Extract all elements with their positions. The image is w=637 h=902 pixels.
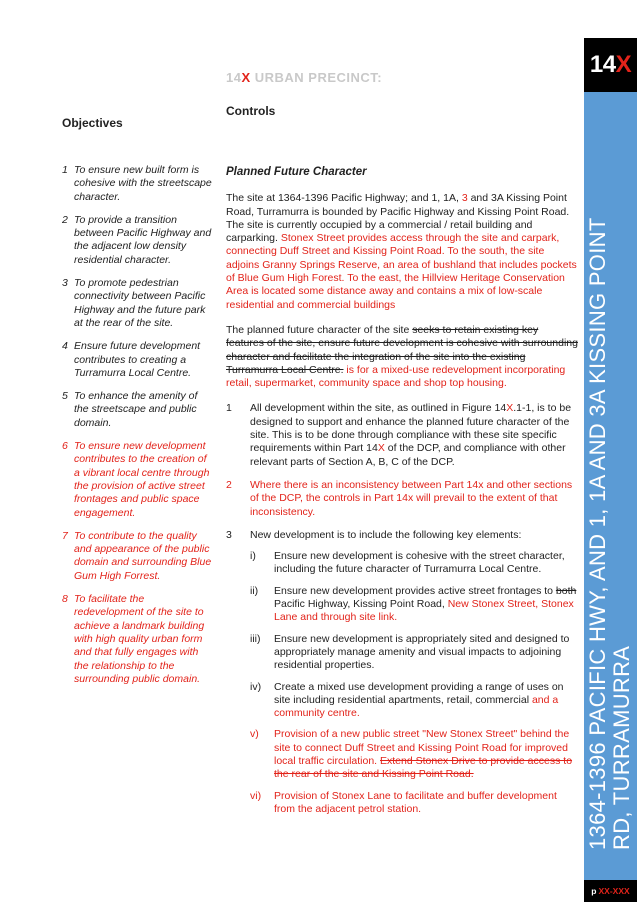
text-span: of the DCP, and compliance with other relevant parts of Section A, B, C of the DCP. (250, 442, 566, 468)
planned-future-character-heading: Planned Future Character (226, 166, 367, 178)
site-description-paragraph (226, 192, 578, 312)
key-element-item (250, 550, 578, 577)
objective-number: 4 (62, 340, 68, 353)
objective-number: 7 (62, 529, 68, 542)
controls-column (226, 166, 578, 816)
page-number-label (584, 880, 637, 902)
roman-numeral: v) (250, 728, 259, 741)
key-element-item (250, 790, 578, 817)
objective-text: To provide a transition between Pacific Highway and the adjacent low density residential character. (74, 213, 212, 266)
text-span: Create a mixed use development providing a range of uses on site including residential apartments, retail, commercial (274, 680, 564, 706)
page-number: XX-XXX (598, 886, 630, 896)
text-span: New Stonex Street, Stonex Lane and through site link. (274, 598, 574, 624)
objective-text: To enhance the amenity of the streetscape and public domain. (74, 390, 198, 429)
objective-item (62, 440, 212, 520)
text-span: and 3A Kissing Point Road, Turramurra is bounded by Pacific Highway and Kissing Point Road. The site is currently occupied by a commercial / retail building and carparking. (226, 192, 570, 245)
objective-item (62, 214, 212, 267)
address-line-1: 1364-1396 PACIFIC HWY, AND 1, 1A AND 3A KISSING POINT (585, 217, 610, 850)
objective-item (62, 277, 212, 330)
control-number: 1 (226, 402, 232, 415)
objective-text: To promote pedestrian connectivity between Pacific Highway and the future park at the rear of the site. (74, 277, 206, 329)
key-element-item (250, 728, 578, 781)
objective-number: 8 (62, 593, 68, 606)
objective-item (62, 340, 212, 380)
objective-number: 2 (62, 213, 68, 226)
objectives-heading: Objectives (62, 116, 123, 130)
objective-text: To ensure new built form is cohesive with the streetscape character. (74, 164, 212, 203)
text-span: Stonex Street provides access through the site and carpark, connecting Duff Street and Kissing Point Road. To the south, the site adjoins Granny Springs Reserve, an area of bushland that includes pockets of Blue Gum High Forest. To the east, the Hillview Heritage Conservation Area is located some distance away and contains a mix of low-scale residential and commercial buildings (226, 232, 577, 311)
control-item-3 (226, 529, 578, 542)
objective-number: 3 (62, 277, 68, 290)
key-element-item (250, 633, 578, 673)
objective-text: Ensure future development contributes to creating a Turramurra Local Centre. (74, 340, 201, 379)
text-span: X (506, 402, 514, 415)
key-element-text: Ensure new development is cohesive with the street character, including the future character of Turramurra Local Centre. (274, 550, 565, 576)
control-item-1 (226, 402, 578, 468)
control-number: 2 (226, 478, 232, 491)
text-span: and a community centre. (274, 693, 559, 720)
control-text: New development is to include the following key elements: (250, 528, 522, 541)
key-element-item (250, 681, 578, 721)
objective-text: To facilitate the redevelopment of the site to achieve a landmark building with high quality urban form and that fully engages with the relationship to the surrounding public domain. (74, 593, 205, 685)
title-suffix: URBAN PRECINCT: (250, 70, 383, 85)
roman-numeral: iii) (250, 632, 261, 645)
future-character-paragraph (226, 324, 578, 390)
page-prefix: p (591, 886, 597, 896)
title-x: X (241, 70, 251, 85)
struck-text: Extend Stonex Drive to provide access to the rear of the site and Kissing Point Road. (274, 754, 573, 781)
objective-number: 5 (62, 390, 68, 403)
text-span: The planned future character of the site (226, 323, 413, 336)
objectives-list (62, 164, 212, 696)
precinct-title (226, 70, 382, 85)
objective-number: 6 (62, 440, 68, 453)
text-span: The site at 1364-1396 Pacific Highway; and 1, 1A, (226, 192, 462, 205)
precinct-badge (584, 38, 637, 92)
text-span: X (377, 442, 385, 455)
objective-text: To ensure new development contributes to the creation of a vibrant local centre through the provision of active street frontages and public space engagement. (74, 440, 210, 519)
objective-item (62, 164, 212, 204)
objective-text: To contribute to the quality and appearance of the public domain and surrounding Blue Gum High Forrest. (74, 529, 212, 582)
control-item-2 (226, 479, 578, 519)
key-element-text (274, 728, 578, 781)
text-span: Provision of a new public street "New Stonex Street" behind the site to connect Duff Street and Kissing Point Road for improved local traffic circulation. (274, 728, 570, 767)
key-elements-list (250, 550, 578, 816)
struck-text: seeks to retain existing key features of the site, ensure future development is cohesive with surrounding character and facilitate the integration of the site into the existing Turramurra Local Centre. (226, 323, 578, 376)
roman-numeral: i) (250, 550, 256, 563)
title-prefix: 14 (226, 70, 242, 85)
control-text: Where there is an inconsistency between Part 14x and other sections of the DCP, the controls in Part 14x will prevail to the extent of that inconsistency. (250, 478, 573, 518)
struck-text: both (555, 584, 577, 597)
key-element-text: Ensure new development is appropriately sited and designed to appropriately manage amenity and visual impacts to adjoining residential properties. (274, 632, 570, 672)
objective-item (62, 390, 212, 430)
text-span: 3 (461, 192, 468, 205)
roman-numeral: iv) (250, 680, 262, 693)
key-element-text: Provision of Stonex Lane to facilitate and buffer development from the adjacent petrol station. (274, 789, 557, 815)
site-address-title (586, 110, 636, 850)
text-span: Pacific Highway, Kissing Point Road, (274, 598, 448, 611)
key-element-item (250, 585, 578, 625)
address-line-2: RD, TURRAMURRA (609, 645, 634, 850)
key-element-text (274, 585, 578, 625)
control-text (250, 402, 578, 468)
roman-numeral: vi) (250, 789, 262, 802)
badge-x: X (615, 51, 632, 78)
objective-number: 1 (62, 164, 68, 176)
key-element-text (274, 681, 578, 721)
controls-heading: Controls (226, 104, 276, 118)
text-span: .1-1, is to be designed to support and enhance the planned future character of the site. This is to be done through compliance with these site specific requirements within Part 14 (250, 402, 572, 455)
objective-item (62, 593, 212, 686)
badge-prefix: 14 (589, 51, 616, 78)
roman-numeral: ii) (250, 584, 259, 597)
control-number: 3 (226, 528, 232, 541)
text-span: All development within the site, as outlined in Figure 14 (250, 402, 507, 415)
text-span: Ensure new development provides active street frontages to (274, 584, 556, 597)
objective-item (62, 530, 212, 583)
text-span: is for a mixed-use redevelopment incorporating retail, supermarket, community space and shop top housing. (226, 363, 566, 390)
